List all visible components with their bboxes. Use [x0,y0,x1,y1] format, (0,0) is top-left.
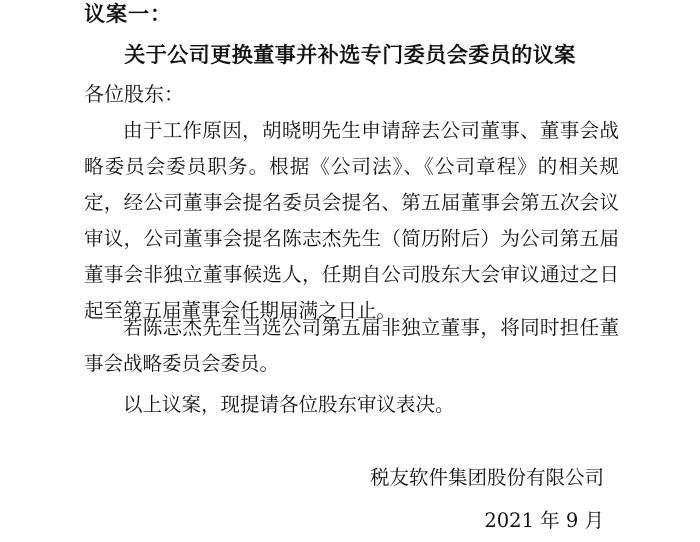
body-paragraph: 由于工作原因，胡晓明先生申请辞去公司董事、董事会战略委员会委员职务。根据《公司法》、《公司章程》的相关规定，经公司董事会提名委员会提名、第五届董事会第五次会议审议，公司董事会提名陈志杰先生（简历附后）为公司第五届董事会非独立董事候选人，任期自公司股东大会审议通过之日起至第五届董事会任期届满之日止。 [84,119,619,322]
proposal-heading: 议案一： [84,1,172,26]
company-signature: 税友软件集团股份有限公司 [369,466,604,489]
body-paragraph: 以上议案，现提请各位股东审议表决。 [123,393,455,416]
salutation: 各位股东： [84,82,184,106]
proposal-title: 关于公司更换董事并补选专门委员会委员的议案 [124,42,576,67]
document-date: 2021 年 9 月 [484,509,604,532]
body-paragraph: 若陈志杰先生当选公司第五届非独立董事，将同时担任董事会战略委员会委员。 [84,316,619,375]
